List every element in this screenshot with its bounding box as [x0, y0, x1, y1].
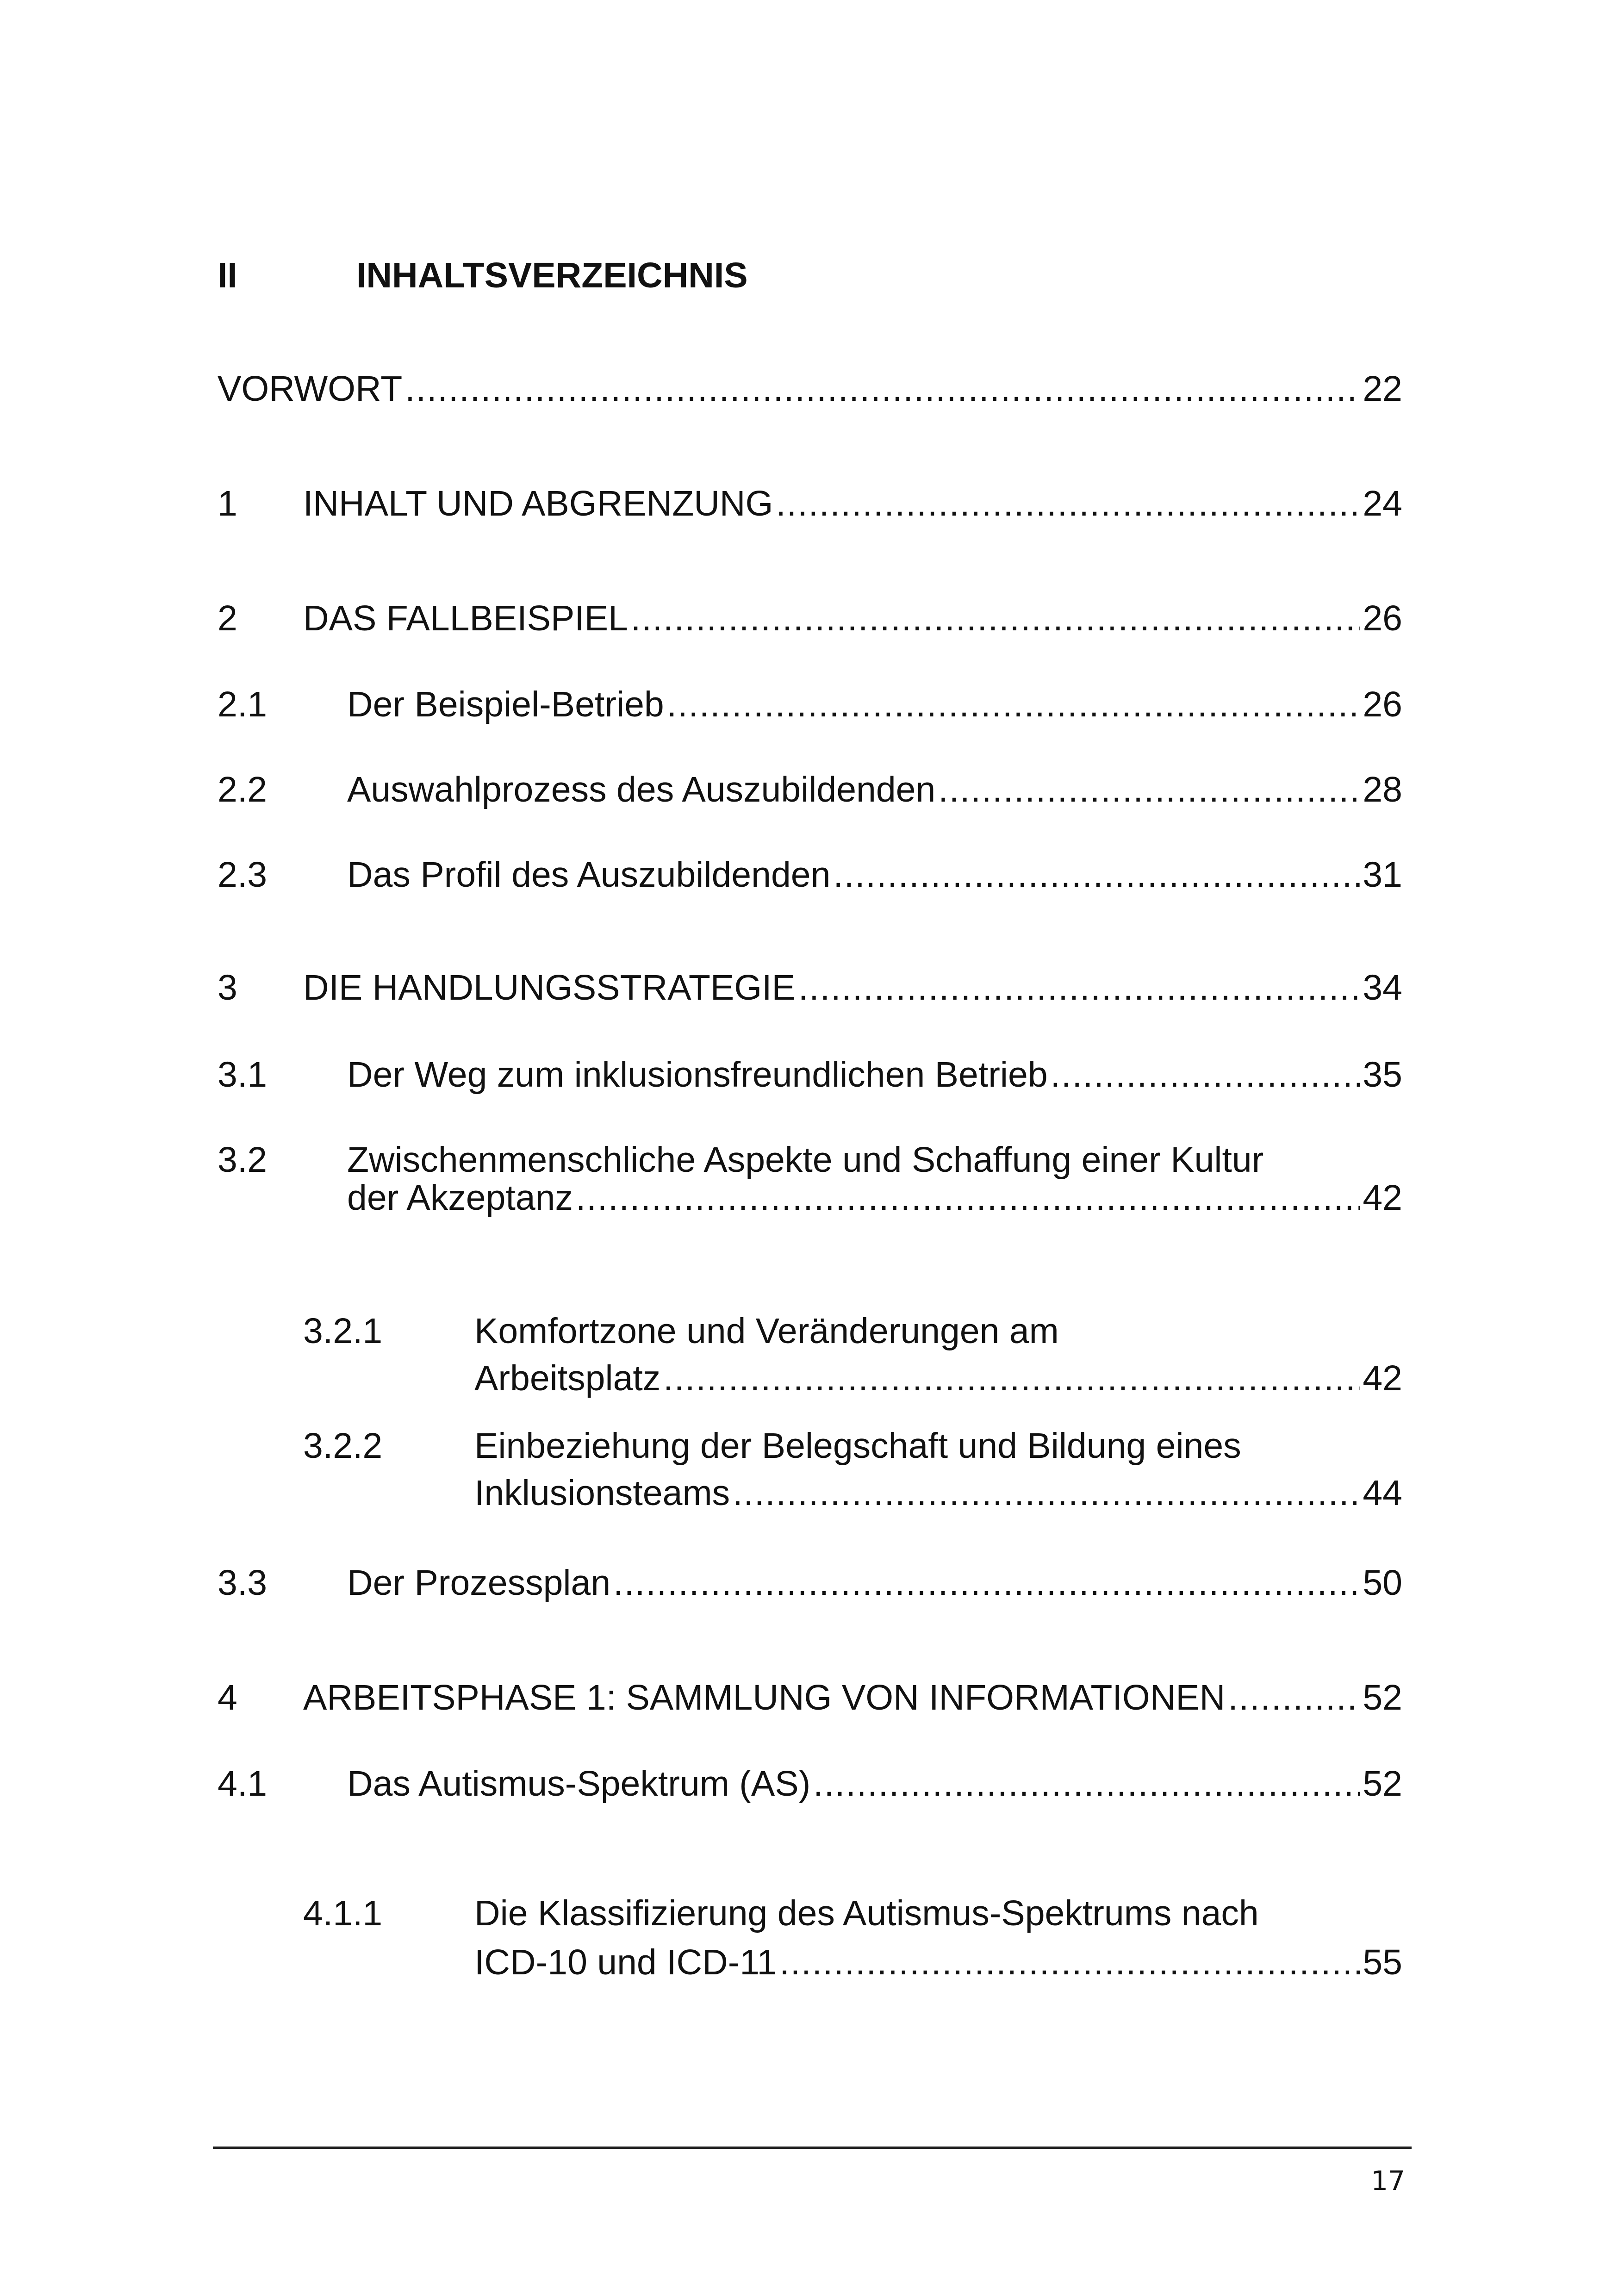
leader-dots — [1051, 1047, 1360, 1102]
toc-entry-number: 3 — [218, 968, 237, 1008]
toc-entry-page: 42 — [1363, 1178, 1402, 1218]
leader-dots — [1228, 1670, 1360, 1725]
toc-entry-2[interactable] — [0, 591, 1618, 646]
toc-entry-label: INHALT UND ABGRENZUNG — [303, 484, 773, 523]
toc-entry-label-line1: Zwischenmenschliche Aspekte und Schaffung einer Kultur — [347, 1140, 1264, 1180]
toc-entry-number: 2.2 — [218, 770, 268, 809]
toc-entry-label-line1: Komfortzone und Veränderungen am — [474, 1311, 1059, 1351]
toc-entry-2-1[interactable] — [0, 677, 1618, 732]
toc-entry-label: Auswahlprozess des Auszubildenden — [347, 770, 936, 809]
toc-entry-2-2[interactable] — [0, 762, 1618, 817]
toc-entry-number: 2.3 — [218, 855, 268, 895]
page-number: 17 — [1371, 2165, 1405, 2196]
toc-entry-3-3[interactable] — [0, 1555, 1618, 1611]
toc-entry-number: 4.1 — [218, 1764, 268, 1804]
toc-entry-label: ICD-10 und ICD-11 — [474, 1942, 777, 1982]
toc-entry-page: 31 — [1363, 855, 1402, 895]
toc-entry-page: 42 — [1363, 1358, 1402, 1398]
leader-dots — [776, 476, 1360, 531]
toc-entry-label-line1: Einbeziehung der Belegschaft und Bildung eines — [474, 1426, 1241, 1466]
toc-entry-label: Arbeitsplatz — [474, 1358, 661, 1398]
toc-entry-page: 26 — [1363, 684, 1402, 724]
toc-entry-4[interactable] — [0, 1670, 1618, 1725]
toc-entry-number: 3.2.2 — [303, 1426, 383, 1466]
toc-entry-number: 4.1.1 — [303, 1893, 383, 1933]
toc-entry-4-1[interactable] — [0, 1756, 1618, 1811]
toc-leader-row — [347, 1555, 1402, 1611]
toc-entry-number: 4 — [218, 1678, 237, 1717]
toc-entry-label-line1: Die Klassifizierung des Autismus-Spektrums nach — [474, 1893, 1259, 1933]
toc-entry-page: 52 — [1363, 1678, 1402, 1717]
toc-entry-page: 44 — [1363, 1473, 1402, 1513]
toc-entry-label: Das Profil des Auszubildenden — [347, 855, 831, 895]
leader-dots — [733, 1465, 1360, 1521]
toc-entry-3[interactable] — [0, 960, 1618, 1015]
toc-entry-page: 52 — [1363, 1764, 1402, 1804]
toc-entry-number: 3.2 — [218, 1140, 268, 1180]
toc-entry-page: 24 — [1363, 484, 1402, 523]
toc-leader-row — [347, 847, 1402, 902]
toc-leader-row — [347, 1170, 1402, 1226]
toc-leader-row — [347, 1047, 1402, 1102]
leader-dots — [938, 762, 1360, 817]
toc-leader-row — [347, 1756, 1402, 1811]
toc-leader-row — [474, 1935, 1402, 1990]
leader-dots — [813, 1756, 1360, 1811]
toc-leader-row — [347, 677, 1402, 732]
toc-entry-page: 34 — [1363, 968, 1402, 1008]
leader-dots — [798, 960, 1360, 1015]
toc-entry-label: Der Beispiel-Betrieb — [347, 684, 664, 724]
toc-entry-page: 28 — [1363, 770, 1402, 809]
toc-entry-3-1[interactable] — [0, 1047, 1618, 1102]
toc-leader-row — [474, 1465, 1402, 1521]
toc-entry-page: 35 — [1363, 1055, 1402, 1095]
toc-leader-row — [218, 361, 1402, 417]
toc-entry-number: 1 — [218, 484, 237, 523]
toc-entry-4-1-1[interactable] — [0, 1885, 1618, 1987]
toc-leader-row — [303, 1670, 1402, 1725]
heading-title: INHALTSVERZEICHNIS — [356, 255, 748, 295]
toc-entry-3-2-1[interactable] — [0, 1303, 1618, 1405]
toc-entry-label: VORWORT — [218, 369, 403, 409]
toc-entry-label: Der Prozessplan — [347, 1563, 611, 1603]
toc-entry-label: Das Autismus-Spektrum (AS) — [347, 1764, 811, 1804]
toc-entry-label: ARBEITSPHASE 1: SAMMLUNG VON INFORMATIONEN — [303, 1678, 1226, 1717]
toc-entry-2-3[interactable] — [0, 847, 1618, 902]
toc-heading — [218, 250, 748, 301]
toc-entry-page: 26 — [1363, 598, 1402, 638]
leader-dots — [833, 847, 1360, 902]
heading-number: II — [218, 255, 237, 295]
toc-entry-vorwort[interactable] — [0, 361, 1618, 417]
toc-entry-number: 3.3 — [218, 1563, 268, 1603]
toc-entry-page: 22 — [1363, 369, 1402, 409]
toc-entry-1[interactable] — [0, 476, 1618, 531]
toc-entry-3-2-2[interactable] — [0, 1418, 1618, 1520]
toc-entry-number: 3.1 — [218, 1055, 268, 1095]
toc-leader-row — [303, 476, 1402, 531]
toc-entry-label: der Akzeptanz — [347, 1178, 573, 1218]
toc-leader-row — [347, 762, 1402, 817]
toc-entry-number: 2.1 — [218, 684, 268, 724]
toc-entry-page: 55 — [1363, 1942, 1402, 1982]
toc-entry-label: Der Weg zum inklusionsfreundlichen Betrieb — [347, 1055, 1048, 1095]
toc-entry-label: DAS FALLBEISPIEL — [303, 598, 628, 638]
toc-entry-page: 50 — [1363, 1563, 1402, 1603]
toc-leader-row — [303, 591, 1402, 646]
toc-entry-number: 3.2.1 — [303, 1311, 383, 1351]
leader-dots — [667, 677, 1360, 732]
toc-entry-3-2[interactable] — [0, 1132, 1618, 1225]
leader-dots — [663, 1350, 1360, 1406]
toc-leader-row — [474, 1350, 1402, 1406]
toc-leader-row — [303, 960, 1402, 1015]
toc-entry-label: DIE HANDLUNGSSTRATEGIE — [303, 968, 796, 1008]
leader-dots — [779, 1935, 1360, 1990]
toc-entry-number: 2 — [218, 598, 237, 638]
leader-dots — [631, 591, 1360, 646]
leader-dots — [405, 361, 1360, 417]
toc-entry-label: Inklusionsteams — [474, 1473, 730, 1513]
leader-dots — [576, 1170, 1360, 1226]
footer-rule — [213, 2147, 1412, 2149]
leader-dots — [613, 1555, 1360, 1611]
